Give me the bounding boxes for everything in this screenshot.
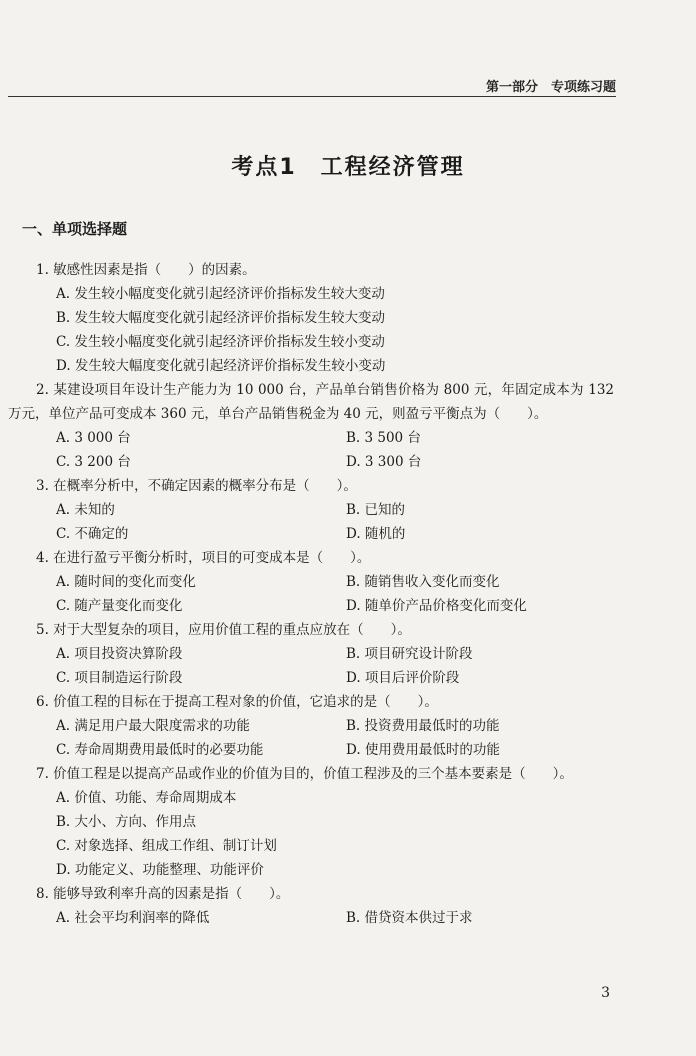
- question-2: [8, 378, 614, 474]
- option-c: C. 发生较小幅度变化就引起经济评价指标发生较小变动: [56, 334, 385, 350]
- question-6: [8, 690, 614, 762]
- question-7: [8, 762, 614, 882]
- question-stem: 1. 敏感性因素是指（ ）的因素。: [36, 262, 256, 278]
- option-a: A. 3 000 台: [56, 430, 131, 446]
- option-b: B. 发生较大幅度变化就引起经济评价指标发生较大变动: [56, 310, 386, 326]
- option-b: B. 3 500 台: [346, 430, 421, 446]
- option-b: B. 已知的: [346, 502, 406, 518]
- option-list: [8, 570, 614, 618]
- option-a: A. 随时间的变化而变化: [56, 574, 196, 590]
- option-a: A. 价值、功能、寿命周期成本: [56, 790, 237, 806]
- question-stem: 2. 某建设项目年设计生产能力为 10 000 台，产品单台销售价格为 800 元，年固定成本为 132 万元，单位产品可变成本 360 元，单台产品销售税金为 40 元，则盈亏平衡点为（ ）。: [8, 382, 614, 422]
- option-a: A. 满足用户最大限度需求的功能: [56, 718, 250, 734]
- option-c: C. 随产量变化而变化: [56, 598, 183, 614]
- option-d: D. 3 300 台: [346, 454, 422, 470]
- option-b: B. 借贷资本供过于求: [346, 910, 473, 926]
- option-b: B. 项目研究设计阶段: [346, 646, 473, 662]
- option-list: [8, 906, 614, 930]
- option-a: A. 发生较小幅度变化就引起经济评价指标发生较大变动: [56, 286, 385, 302]
- option-d: D. 项目后评价阶段: [346, 670, 460, 686]
- option-d: D. 功能定义、功能整理、功能评价: [56, 862, 264, 878]
- section-title: 考点1 工程经济管理: [231, 155, 465, 180]
- question-stem: 8. 能够导致利率升高的因素是指（ ）。: [36, 886, 290, 902]
- option-a: A. 项目投资决算阶段: [56, 646, 183, 662]
- option-b: B. 投资费用最低时的功能: [346, 718, 500, 734]
- page-number: 3: [601, 985, 610, 1001]
- option-d: D. 发生较大幅度变化就引起经济评价指标发生较小变动: [56, 358, 386, 374]
- option-b: B. 随销售收入变化而变化: [346, 574, 500, 590]
- option-c: C. 寿命周期费用最低时的必要功能: [56, 742, 264, 758]
- question-stem: 4. 在进行盈亏平衡分析时，项目的可变成本是（ ）。: [36, 550, 371, 566]
- question-list: [8, 258, 614, 930]
- sub-title: 一、单项选择题: [22, 220, 128, 238]
- option-b: B. 大小、方向、作用点: [56, 814, 197, 830]
- option-list: [8, 714, 614, 762]
- question-4: [8, 546, 614, 618]
- running-header: 第一部分 专项练习题: [485, 80, 616, 95]
- option-c: C. 不确定的: [56, 526, 129, 542]
- question-stem: 7. 价值工程是以提高产品或作业的价值为目的，价值工程涉及的三个基本要素是（ ）。: [36, 766, 573, 782]
- question-stem: 6. 价值工程的目标在于提高工程对象的价值，它追求的是（ ）。: [36, 694, 438, 710]
- option-list: [8, 282, 614, 378]
- option-c: C. 项目制造运行阶段: [56, 670, 183, 686]
- option-d: D. 随机的: [346, 526, 406, 542]
- question-stem: 5. 对于大型复杂的项目，应用价值工程的重点应放在（ ）。: [36, 622, 411, 638]
- option-c: C. 3 200 台: [56, 454, 131, 470]
- option-c: C. 对象选择、组成工作组、制订计划: [56, 838, 277, 854]
- option-list: [8, 786, 614, 882]
- option-a: A. 未知的: [56, 502, 115, 518]
- option-d: D. 使用费用最低时的功能: [346, 742, 500, 758]
- option-list: [8, 498, 614, 546]
- question-3: [8, 474, 614, 546]
- header-rule: [8, 96, 616, 97]
- option-d: D. 随单价产品价格变化而变化: [346, 598, 527, 614]
- option-list: [8, 642, 614, 690]
- option-a: A. 社会平均利润率的降低: [56, 910, 210, 926]
- question-stem: 3. 在概率分析中，不确定因素的概率分布是（ ）。: [36, 478, 357, 494]
- question-5: [8, 618, 614, 690]
- question-8: [8, 882, 614, 930]
- question-1: [8, 258, 614, 378]
- option-list: [8, 426, 614, 474]
